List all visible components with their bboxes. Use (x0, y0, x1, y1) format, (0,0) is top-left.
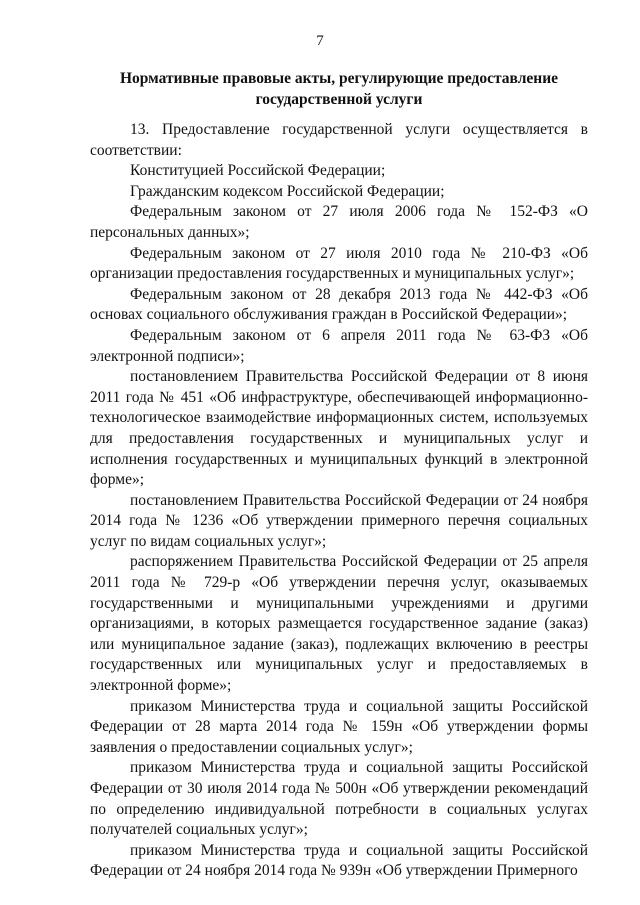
paragraph-constitution: Конституцией Российской Федерации; (130, 162, 386, 180)
paragraph-order-939n: приказом Министерства труда и социальной защиты Российской Федерации от 24 ноября 2014 года № 939н «Об утверждении Примерного (90, 841, 588, 880)
paragraph-law-152: Федеральным законом от 27 июля 2006 года № 152-ФЗ «О персональных данных»; (90, 203, 588, 241)
paragraph-order-159n: приказом Министерства труда и социальной защиты Российской Федерации от 28 марта 2014 года № 159н «Об утверждении формы заявления о предоставлении социальных услуг»; (90, 697, 588, 756)
paragraph-law-63: Федеральным законом от 6 апреля 2011 года № 63-ФЗ «Об электронной подписи»; (90, 326, 588, 365)
paragraph-law-442: Федеральным законом от 28 декабря 2013 года № 442-ФЗ «Об основах социального обслуживания граждан в Российской Федерации»; (90, 285, 588, 324)
paragraph-order-500n: приказом Министерства труда и социальной защиты Российской Федерации от 30 июля 2014 года № 500н «Об утверждении рекомендаций по определению индивидуальной потребности в социальных услугах получателей социальных услуг»; (90, 759, 588, 839)
paragraph-order-729: распоряжением Правительства Российской Федерации от 25 апреля 2011 года № 729-р «Об утверждении перечня услуг, оказываемых государственными и муниципальными учреждениями и другими организациями, в которых размещается государственное задание (заказ) или муниципальное задание (заказ), подлежащих включению в реестры государственных или муниципальных услуг и предоставляемых в электронной форме»; (90, 553, 588, 695)
paragraph-civil-code: Гражданским кодексом Российской Федерации; (130, 182, 445, 200)
page-number: 7 (316, 33, 324, 49)
paragraph-decree-1236: постановлением Правительства Российской Федерации от 24 ноября 2014 года № 1236 «Об утверждении примерного перечня социальных услуг по видам социальных услуг»; (90, 491, 588, 550)
section-heading: Нормативные правовые акты, регулирующие предоставление государственной услуги (119, 70, 559, 108)
paragraph-intro: 13. Предоставление государственной услуги осуществляется в соответствии: (90, 121, 588, 159)
paragraph-decree-451: постановлением Правительства Российской Федерации от 8 июня 2011 года № 451 «Об инфраструктуре, обеспечивающей информационно-технологическое взаимодействие информационных систем, используемых для предоставления государственных и муниципальных услуг и исполнения государственных и муниципальных функций в электронной форме»; (90, 368, 588, 489)
document-body (90, 120, 588, 882)
paragraph-law-210: Федеральным законом от 27 июля 2010 года № 210-ФЗ «Об организации предоставления государственных и муниципальных услуг»; (90, 244, 588, 283)
